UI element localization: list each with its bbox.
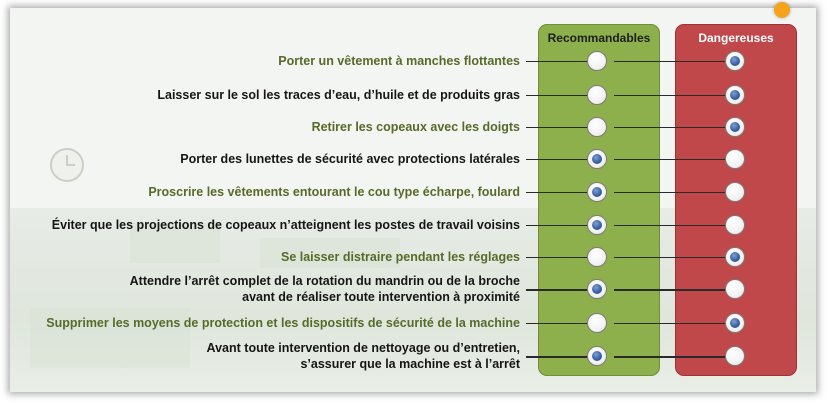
- statement-text-line: Éviter que les projections de copeaux n’atteignent les postes de travail voisins: [51, 217, 520, 232]
- radio-dangereuse[interactable]: [725, 346, 745, 366]
- statement-label: [207, 339, 520, 373]
- radio-recommandable[interactable]: [587, 182, 607, 202]
- radio-dangereuse[interactable]: [725, 247, 745, 267]
- connector-line: [526, 192, 590, 194]
- statement-row: [10, 78, 816, 111]
- statement-label: [278, 44, 520, 77]
- quiz-panel: [10, 8, 816, 392]
- radio-recommandable[interactable]: [587, 117, 607, 137]
- connector-line: [614, 323, 725, 325]
- statement-row: [10, 110, 816, 143]
- connector-line: [526, 225, 590, 227]
- statement-label: [180, 142, 520, 175]
- connector-line: [614, 61, 725, 63]
- connector-line: [526, 159, 590, 161]
- statement-label: [148, 175, 520, 208]
- statement-row: [10, 240, 816, 273]
- connector-line: [614, 356, 725, 358]
- radio-recommandable[interactable]: [587, 346, 607, 366]
- radio-recommandable[interactable]: [587, 85, 607, 105]
- statement-row: [10, 44, 816, 77]
- statement-label: [130, 272, 520, 306]
- connector-line: [526, 356, 590, 358]
- statement-label: [157, 78, 520, 111]
- connector-line: [614, 127, 725, 129]
- statement-row: [10, 272, 816, 306]
- statement-text-line: Supprimer les moyens de protection et les dispositifs de sécurité de la machine: [46, 315, 520, 330]
- statement-label: [46, 306, 520, 339]
- connector-line: [614, 159, 725, 161]
- statement-row: [10, 142, 816, 175]
- connector-line: [526, 257, 590, 259]
- radio-recommandable[interactable]: [587, 215, 607, 235]
- connector-line: [526, 289, 590, 291]
- statement-row: [10, 339, 816, 373]
- column-header-recommandables: Recommandables: [547, 31, 651, 45]
- statement-label: [312, 110, 520, 143]
- statement-text-line: Avant toute intervention de nettoyage ou d’entretien,: [206, 341, 520, 355]
- statement-text-line: Proscrire les vêtements entourant le cou type écharpe, foulard: [148, 184, 520, 199]
- statement-row: [10, 306, 816, 339]
- radio-dangereuse[interactable]: [725, 215, 745, 235]
- radio-recommandable[interactable]: [587, 247, 607, 267]
- connector-line: [614, 225, 725, 227]
- statement-text-line: Attendre l’arrêt complet de la rotation du mandrin ou de la broche: [129, 274, 520, 288]
- radio-recommandable[interactable]: [587, 279, 607, 299]
- radio-dangereuse[interactable]: [725, 117, 745, 137]
- connector-line: [526, 323, 590, 325]
- radio-recommandable[interactable]: [587, 313, 607, 333]
- notification-dot-icon[interactable]: [774, 2, 790, 18]
- radio-recommandable[interactable]: [587, 149, 607, 169]
- radio-dangereuse[interactable]: [725, 279, 745, 299]
- column-header-dangereuses: Dangereuses: [698, 31, 774, 45]
- radio-dangereuse[interactable]: [725, 182, 745, 202]
- radio-dangereuse[interactable]: [725, 313, 745, 333]
- statement-label: [52, 208, 520, 241]
- connector-line: [614, 257, 725, 259]
- radio-recommandable[interactable]: [587, 51, 607, 71]
- statement-text-line: avant de réaliser toute intervention à proximité: [242, 290, 520, 304]
- connector-line: [614, 192, 725, 194]
- statement-text-line: Porter un vêtement à manches flottantes: [278, 53, 520, 68]
- statement-text-line: Se laisser distraire pendant les réglages: [280, 249, 520, 264]
- statement-text-line: Retirer les copeaux avec les doigts: [311, 119, 520, 134]
- connector-line: [526, 95, 590, 97]
- statement-row: [10, 208, 816, 241]
- connector-line: [614, 95, 725, 97]
- radio-dangereuse[interactable]: [725, 85, 745, 105]
- connector-line: [614, 289, 725, 291]
- statement-label: [281, 240, 520, 273]
- statement-text-line: Laisser sur le sol les traces d’eau, d’huile et de produits gras: [157, 87, 520, 102]
- radio-dangereuse[interactable]: [725, 51, 745, 71]
- radio-dangereuse[interactable]: [725, 149, 745, 169]
- connector-line: [526, 127, 590, 129]
- statement-text-line: Porter des lunettes de sécurité avec protections latérales: [180, 151, 520, 166]
- connector-line: [526, 61, 590, 63]
- statement-text-line: s’assurer que la machine est à l’arrêt: [300, 357, 520, 371]
- statement-row: [10, 175, 816, 208]
